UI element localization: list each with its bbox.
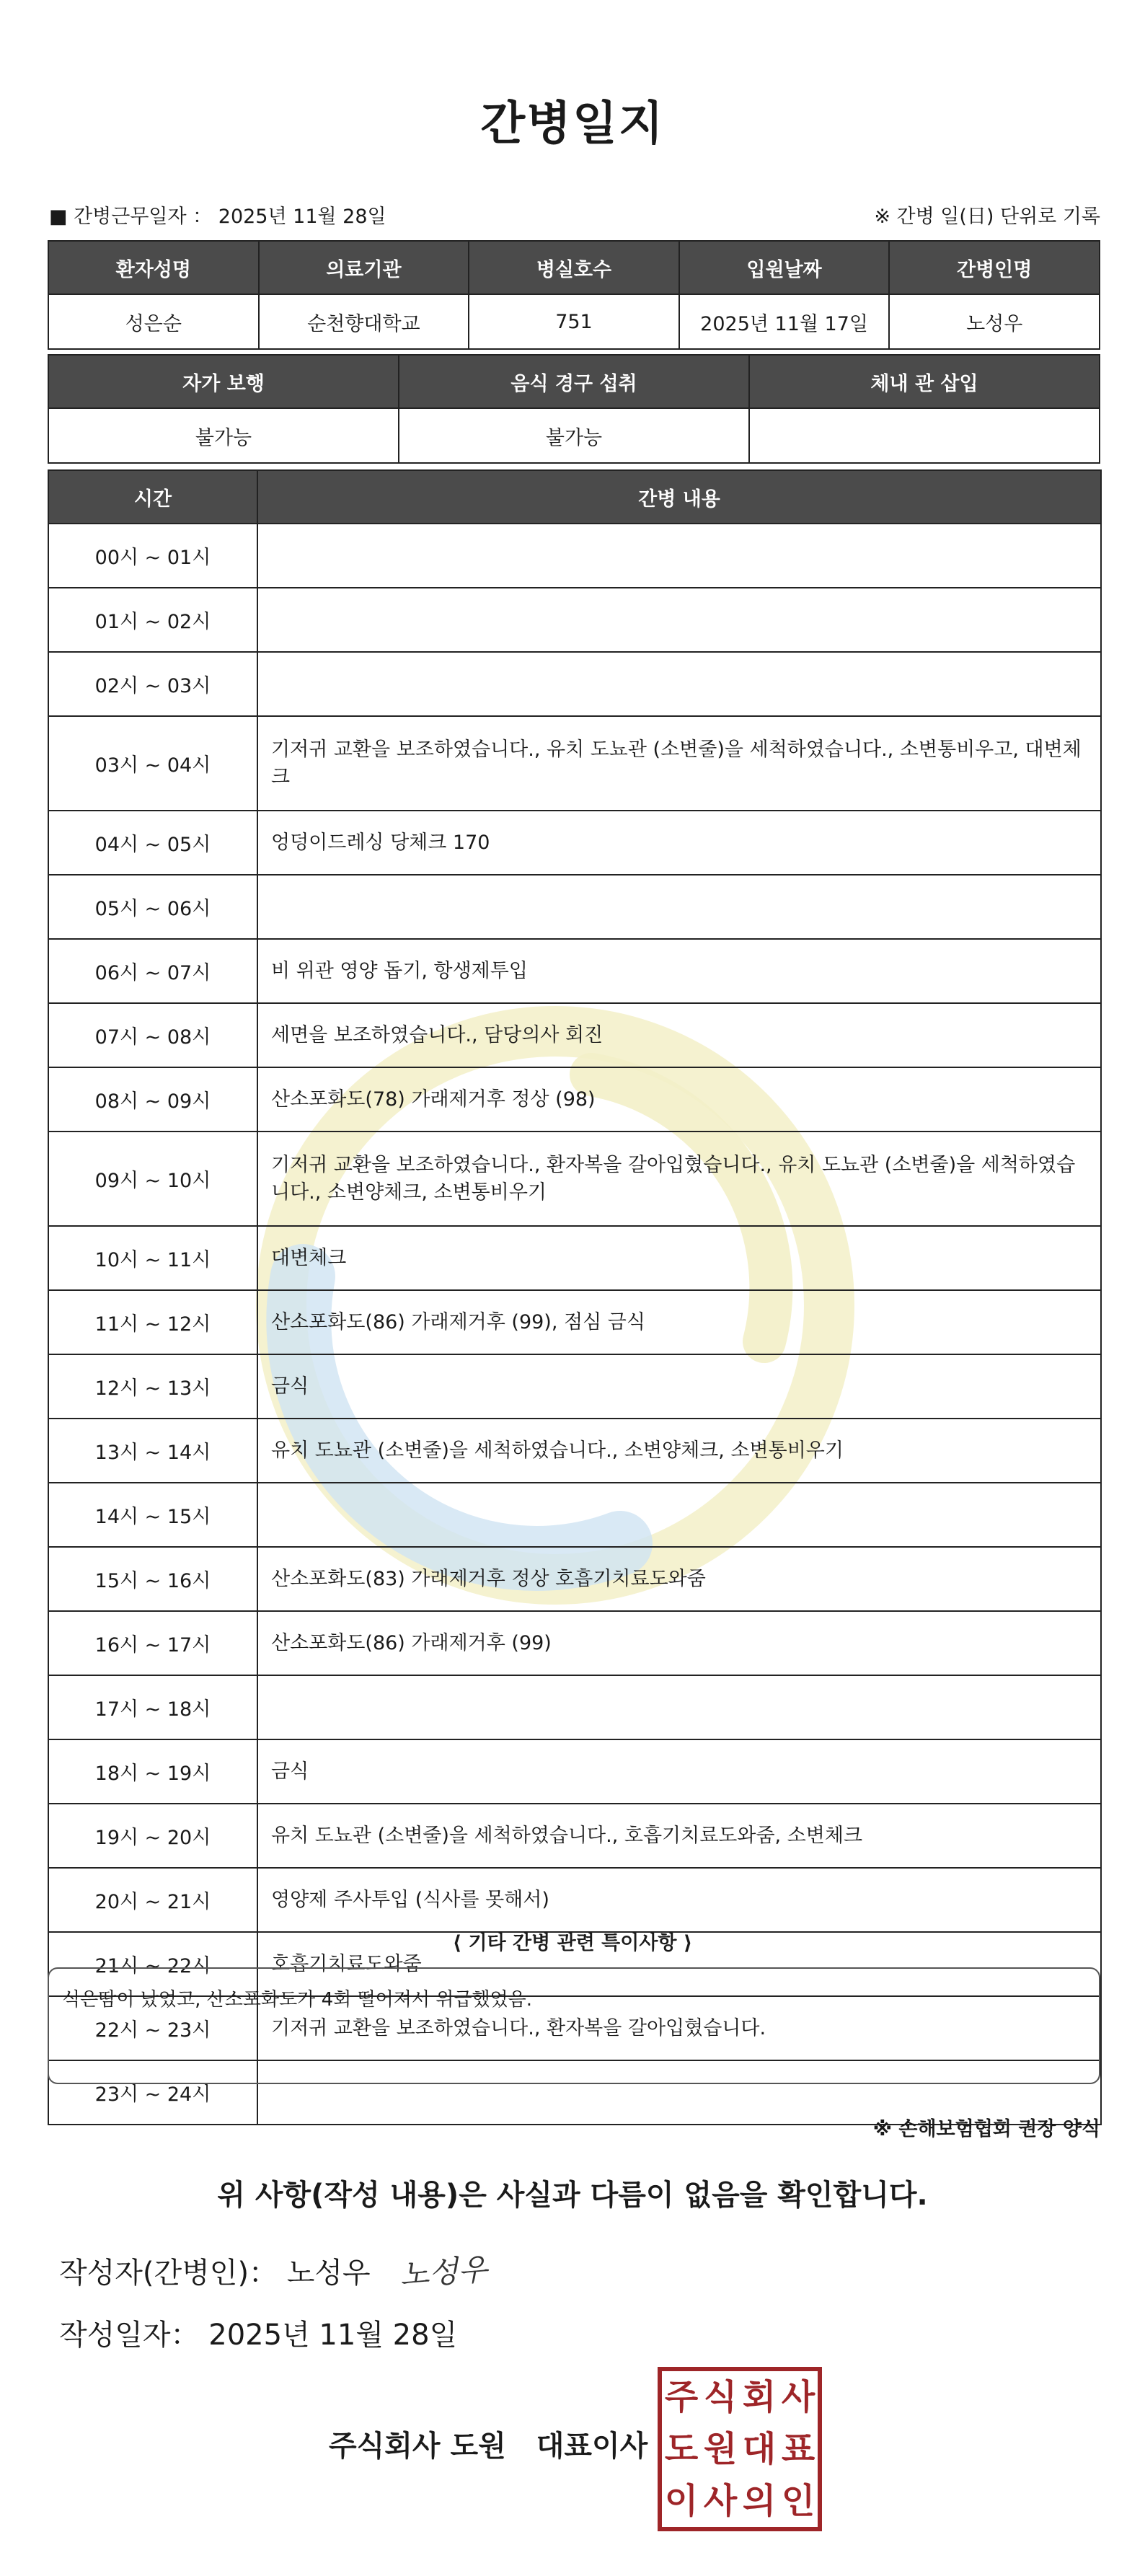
company-seal-stamp: [658, 2367, 822, 2531]
table-row: [48, 1868, 1101, 1932]
work-date-line: [49, 200, 386, 229]
table-row: [48, 1547, 1101, 1611]
content-cell: 엉덩이드레싱 당체크 170: [257, 811, 1101, 875]
time-cell: 12시 ~ 13시: [48, 1354, 257, 1419]
time-cell: 17시 ~ 18시: [48, 1675, 257, 1739]
time-cell: 03시 ~ 04시: [48, 716, 257, 811]
stamp-char: 의: [742, 2481, 777, 2521]
content-cell: 기저귀 교환을 보조하였습니다., 유치 도뇨관 (소변줄)을 세척하였습니다., 소변통비우고, 대변체크: [257, 716, 1101, 811]
table-row: [48, 939, 1101, 1003]
time-cell: 01시 ~ 02시: [48, 588, 257, 652]
content-cell: 비 위관 영양 돕기, 항생제투입: [257, 939, 1101, 1003]
stamp-char: 사: [781, 2377, 815, 2417]
patient-status-table: [48, 354, 1100, 464]
patient-info-table: [48, 240, 1100, 350]
table-row: [48, 811, 1101, 875]
time-cell: 06시 ~ 07시: [48, 939, 257, 1003]
time-cell: 13시 ~ 14시: [48, 1419, 257, 1483]
self-walking-value: 불가능: [48, 408, 399, 463]
content-cell: 산소포화도(86) 가래제거후 (99): [257, 1611, 1101, 1675]
header-admission-date: 입원날짜: [679, 241, 890, 294]
stamp-char: 대: [742, 2429, 777, 2469]
patient-name: 성은순: [48, 294, 259, 349]
time-cell: 19시 ~ 20시: [48, 1804, 257, 1868]
company-name: 주식회사 도원: [329, 2430, 506, 2463]
stamp-char: 표: [781, 2429, 815, 2469]
table-row: [48, 1354, 1101, 1419]
header-room-number: 병실호수: [469, 241, 679, 294]
time-cell: 11시 ~ 12시: [48, 1290, 257, 1354]
writer-signature: 노성우: [399, 2251, 489, 2293]
writer-label: 작성자(간병인)：: [59, 2257, 278, 2290]
time-cell: 05시 ~ 06시: [48, 875, 257, 939]
content-cell: 금식: [257, 1354, 1101, 1419]
time-cell: 18시 ~ 19시: [48, 1739, 257, 1804]
time-cell: 14시 ~ 15시: [48, 1483, 257, 1547]
table-row: [48, 1804, 1101, 1868]
content-cell: 대변체크: [257, 1226, 1101, 1290]
tube-insertion-value: [749, 408, 1100, 463]
work-date-label: ■ 간병근무일자 ：: [49, 206, 213, 228]
table-row: [48, 1226, 1101, 1290]
table-row: [48, 1483, 1101, 1547]
stamp-char: 식: [703, 2377, 738, 2417]
time-cell: 02시 ~ 03시: [48, 652, 257, 716]
content-cell: 산소포화도(78) 가래제거후 정상 (98): [257, 1067, 1101, 1132]
written-date-label: 작성일자：: [59, 2319, 200, 2352]
content-cell: 금식: [257, 1739, 1101, 1804]
special-notes-box: [48, 1967, 1100, 2084]
time-cell: 08시 ~ 09시: [48, 1067, 257, 1132]
stamp-char: 도: [664, 2429, 699, 2469]
time-cell: 00시 ~ 01시: [48, 524, 257, 588]
content-cell: 영양제 주사투입 (식사를 못해서): [257, 1868, 1101, 1932]
content-cell: 기저귀 교환을 보조하였습니다., 환자복을 갈아입혔습니다., 유치 도뇨관 (소변줄)을 세척하였습니다., 소변양체크, 소변통비우기: [257, 1132, 1101, 1226]
time-cell: 21시 ~ 22시: [48, 1932, 257, 1996]
company-representative-title: 대표이사: [536, 2430, 648, 2463]
table-row: [48, 588, 1101, 652]
table-row: [48, 1132, 1101, 1226]
record-unit-note: ※ 간병 일(日) 단위로 기록: [874, 206, 1100, 228]
table-row: [48, 524, 1101, 588]
company-line: [329, 2423, 668, 2464]
stamp-char: 원: [703, 2429, 738, 2469]
content-cell: 세면을 보조하였습니다., 담당의사 회진: [257, 1003, 1101, 1067]
time-cell: 04시 ~ 05시: [48, 811, 257, 875]
table-row: [48, 1675, 1101, 1739]
header-oral-intake: 음식 경구 섭취: [399, 355, 749, 408]
header-caregiver-name: 간병인명: [889, 241, 1100, 294]
content-cell: [257, 588, 1101, 652]
special-notes-text: 식은땀이 났었고, 산소포화도가 4회 떨어져서 위급했었음.: [62, 1989, 533, 2011]
time-cell: 15시 ~ 16시: [48, 1547, 257, 1611]
room-number: 751: [469, 294, 679, 349]
time-cell: 16시 ~ 17시: [48, 1611, 257, 1675]
content-cell: 유치 도뇨관 (소변줄)을 세척하였습니다., 호흡기치료도와줌, 소변체크: [257, 1804, 1101, 1868]
header-time: 시간: [48, 470, 257, 524]
hospital-name: 순천향대학교: [259, 294, 469, 349]
table-row: [48, 1611, 1101, 1675]
time-cell: 22시 ~ 23시: [48, 1996, 257, 2060]
special-notes-title: ⟨ 기타 간병 관련 특이사항 ⟩: [452, 1932, 693, 1954]
content-cell: 산소포화도(83) 가래제거후 정상 호흡기치료도와줌: [257, 1547, 1101, 1611]
confirmation-statement: 위 사항(작성 내용)은 사실과 다름이 없음을 확인합니다.: [217, 2179, 928, 2212]
time-cell: 07시 ~ 08시: [48, 1003, 257, 1067]
stamp-char: 이: [664, 2481, 699, 2521]
time-cell: 23시 ~ 24시: [48, 2060, 257, 2125]
table-row: [48, 1419, 1101, 1483]
table-row: [48, 652, 1101, 716]
header-care-content: 간병 내용: [257, 470, 1101, 524]
table-row: [48, 1003, 1101, 1067]
header-patient-name: 환자성명: [48, 241, 259, 294]
content-cell: [257, 875, 1101, 939]
stamp-char: 주: [664, 2377, 699, 2417]
table-row: [48, 1290, 1101, 1354]
table-row: [48, 716, 1101, 811]
written-date-value: 2025년 11월 28일: [208, 2319, 458, 2352]
content-cell: [257, 1675, 1101, 1739]
care-log-table: [48, 469, 1102, 2125]
time-cell: 20시 ~ 21시: [48, 1868, 257, 1932]
stamp-char: 회: [742, 2377, 777, 2417]
table-row: [48, 1739, 1101, 1804]
content-cell: 산소포화도(86) 가래제거후 (99), 점심 금식: [257, 1290, 1101, 1354]
header-tube-insertion: 체내 관 삽입: [749, 355, 1100, 408]
content-cell: 기저귀 교환을 보조하였습니다., 환자복을 갈아입혔습니다.: [257, 1996, 1101, 2060]
caregiver-name: 노성우: [889, 294, 1100, 349]
content-cell: 호흡기치료도와줌: [257, 1932, 1101, 1996]
content-cell: 유치 도뇨관 (소변줄)을 세척하였습니다., 소변양체크, 소변통비우기: [257, 1419, 1101, 1483]
header-hospital: 의료기관: [259, 241, 469, 294]
table-row: [48, 1067, 1101, 1132]
content-cell: [257, 1483, 1101, 1547]
recommendation-note: ※ 손해보험협회 권장 양식: [872, 2118, 1100, 2140]
admission-date: 2025년 11월 17일: [679, 294, 890, 349]
header-self-walking: 자가 보행: [48, 355, 399, 408]
writer-line: [59, 2249, 487, 2292]
page-title: 간병일지: [480, 97, 665, 151]
time-cell: 10시 ~ 11시: [48, 1226, 257, 1290]
content-cell: [257, 652, 1101, 716]
oral-intake-value: 불가능: [399, 408, 749, 463]
stamp-char: 인: [781, 2481, 815, 2521]
written-date-line: [59, 2312, 457, 2353]
writer-name: 노성우: [286, 2257, 371, 2290]
work-date-value: 2025년 11월 28일: [218, 206, 386, 228]
content-cell: [257, 524, 1101, 588]
time-cell: 09시 ~ 10시: [48, 1132, 257, 1226]
stamp-char: 사: [703, 2481, 738, 2521]
table-row: [48, 875, 1101, 939]
